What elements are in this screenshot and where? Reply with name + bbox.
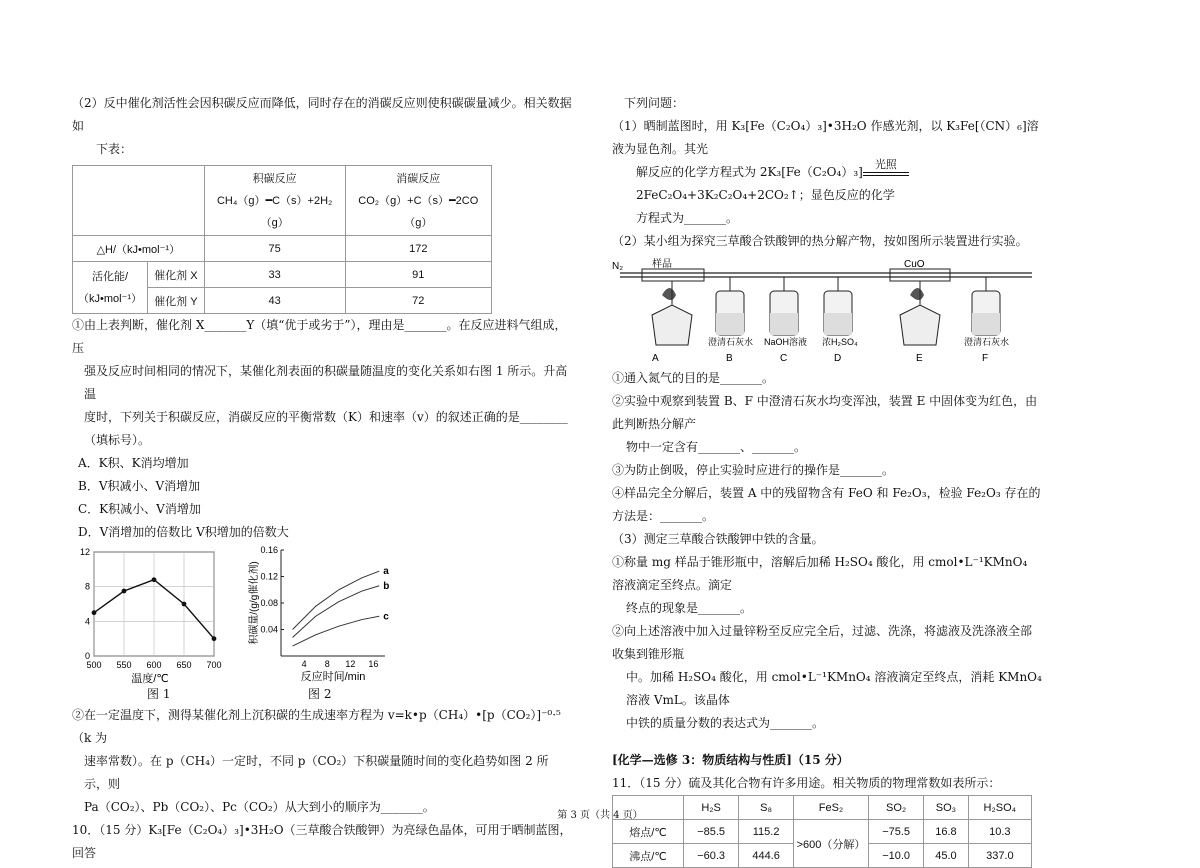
fig1-xtick: 600 — [146, 660, 162, 670]
option-b: B．V积减小、V消增加 — [78, 479, 201, 493]
dh-elimination: 172 — [345, 236, 491, 262]
intro-line: （2）反中催化剂活性会因积碳反应而降低，同时存在的消碳反应则使积碳碳量减少。相关数据如 — [72, 96, 572, 133]
cat-x-elimination: 91 — [345, 262, 491, 288]
fig1-xtick: 700 — [206, 660, 222, 670]
fig2-ytick: 0.16 — [260, 545, 278, 555]
s7-line-2: 中。加稀 H₂SO₄ 酸化，用 cmol•L⁻¹KMnO₄ 溶液滴定至终点，消耗 KMnO₄ 溶液 VmL。该晶体 — [626, 670, 1042, 707]
right-column — [612, 92, 1042, 868]
apparatus-diagram — [612, 255, 1042, 365]
cat-x-label: 催化剂 X — [148, 262, 205, 288]
fig1-point — [152, 577, 157, 582]
label-d-text: 浓H₂SO₄ — [822, 337, 858, 347]
fig2-xtick: 12 — [345, 659, 356, 669]
elimination-equation-2: （g） — [404, 216, 433, 229]
label-c-text: NaOH溶液 — [764, 337, 808, 347]
elimination-head: 消碳反应 — [396, 172, 441, 185]
dh-deposition: 75 — [204, 236, 345, 262]
ea-label — [73, 262, 148, 314]
s4-line: ④样品完全分解后，装置 A 中的残留物含有 FeO 和 Fe₂O₃，检验 Fe₂O₃ 存在的方法是：_______。 — [612, 486, 1041, 523]
tbl-fes2-value: >600（分解） — [793, 820, 868, 868]
cat-y-deposition: 43 — [204, 288, 345, 314]
r1-line-2a: 解反应的化学方程式为 2K₃[Fe（C₂O₄）₃] — [636, 165, 863, 179]
letter-e: E — [916, 353, 923, 364]
r1-line-2b: 2FeC₂O₄+3K₂C₂O₄+2CO₂↑；显色反应的化学 — [636, 188, 895, 202]
r1-line-3: 方程式为_______。 — [636, 211, 739, 225]
fig1-xtick: 650 — [176, 660, 192, 670]
fig1-ytick: 12 — [79, 547, 90, 557]
carbon-reaction-table — [72, 165, 492, 314]
tbl-melt-so2: −75.5 — [868, 820, 923, 844]
tbl-melt-h2s: −85.5 — [684, 820, 739, 844]
tbl-boil-s8: 444.6 — [739, 844, 794, 868]
r0-line: 下列问题： — [624, 96, 685, 110]
tbl-h-s8: S₈ — [739, 796, 794, 820]
s7-line-3: 中铁的质量分数的表达式为_______。 — [626, 716, 825, 730]
fig1-ytick: 8 — [84, 581, 90, 592]
s6-line-2: 终点的现象是_______。 — [626, 601, 753, 615]
s5-line: （3）测定三草酸合铁酸钾中铁的含量。 — [612, 532, 824, 546]
q1-line-2: 强及反应时间相同的情况下，某催化剂表面的积碳量随温度的变化关系如右图 1 所示。升高温 — [84, 364, 568, 401]
sample-tube — [642, 269, 704, 281]
tbl-boil-h2s: −60.3 — [684, 844, 739, 868]
fig2-ytick: 0.12 — [260, 571, 278, 582]
dh-label: △H/（kJ•mol⁻¹） — [73, 236, 205, 262]
letter-d: D — [834, 353, 842, 364]
s2-line-2: 物中一定含有_______、_______。 — [626, 440, 807, 454]
letter-b: B — [726, 353, 733, 364]
fig1-ytick: 0 — [84, 651, 90, 661]
tbl-melt-s8: 115.2 — [739, 820, 794, 844]
bottle-b — [716, 277, 744, 335]
option-a: A．K积、K消均增加 — [78, 456, 189, 470]
fig2-series-b — [293, 586, 380, 638]
fig1-xtick: 550 — [116, 660, 132, 670]
tbl-boil-so2: −10.0 — [868, 844, 923, 868]
label-b-text: 澄清石灰水 — [708, 337, 754, 347]
s7-line-1: ②向上述溶液中加入过量锌粉至反应完全后，过滤、洗涤，将滤液及洗涤液全部收集到锥形瓶 — [612, 624, 1033, 661]
s1-line: ①通入氮气的目的是_______。 — [612, 371, 775, 385]
figure-1-chart — [72, 544, 242, 694]
deposition-header — [204, 166, 345, 236]
fig2-ylabel: 积碳量/(g/g催化剂) — [249, 561, 260, 645]
fig2-xtick: 4 — [301, 659, 307, 669]
cat-x-deposition: 33 — [204, 262, 345, 288]
fig1-point — [182, 602, 187, 607]
ea-label-1: 活化能/ — [91, 270, 129, 283]
deposition-head: 积碳反应 — [252, 172, 297, 185]
figure-2-caption: 图 2 — [308, 687, 332, 701]
fig2-xlabel: 反应时间/min — [300, 671, 366, 683]
r2-line: （2）某小组为探究三草酸合铁酸钾的热分解产物，按如图所示装置进行实验。 — [612, 234, 1028, 248]
fig2-xtick: 8 — [324, 659, 330, 669]
cat-y-elimination: 72 — [345, 288, 491, 314]
option-c: C．K积减小、V消增加 — [78, 502, 201, 516]
letter-a: A — [652, 353, 659, 364]
fig1-point — [212, 636, 217, 641]
sample-label: 样品 — [652, 259, 672, 270]
fig2-series-label: a — [383, 566, 389, 578]
fig2-series-label: c — [383, 611, 389, 623]
tbl-h-so2: SO₂ — [868, 796, 923, 820]
r1-line-1: （1）晒制蓝图时，用 K₃[Fe（C₂O₄）₃]•3H₂O 作感光剂，以 K₃Fe[（CN）₆]溶液为显色剂。其光 — [612, 119, 1039, 156]
elimination-header — [345, 166, 491, 236]
figure-1-caption: 图 1 — [147, 687, 171, 701]
fig2-series-a — [293, 571, 380, 629]
light-label: 光照 — [874, 158, 897, 171]
deposition-equation: CH₄（g）━C（s）+2H₂ — [216, 194, 333, 207]
tbl-boil-label: 沸点/℃ — [613, 844, 684, 868]
tbl-melt-so3: 16.8 — [924, 820, 968, 844]
light-arrow — [863, 158, 909, 176]
label-f-text: 澄清石灰水 — [964, 337, 1010, 347]
fig2-series-label: b — [383, 580, 390, 592]
n2-label: N₂ — [612, 261, 624, 272]
tbl-boil-h2so4: 337.0 — [968, 844, 1031, 868]
tbl-melt-label: 熔点/℃ — [613, 820, 684, 844]
option-d: D．V消增加的倍数比 V积增加的倍数大 — [78, 525, 289, 539]
s6-line-1: ①称量 mg 样品于锥形瓶中，溶解后加稀 H₂SO₄ 酸化，用 cmol•L⁻¹KMnO₄ 溶液滴定至终点。滴定 — [612, 555, 1028, 592]
fig1-point — [122, 589, 127, 594]
intro-line-2: 下表： — [96, 142, 133, 156]
fig2-ytick: 0.08 — [260, 598, 278, 608]
fig2-ytick: 0.04 — [260, 624, 278, 635]
fig1-ytick: 4 — [84, 616, 90, 627]
burner-e — [900, 281, 940, 345]
cuo-tube — [890, 269, 950, 281]
q2-line-3: Pa（CO₂）、Pb（CO₂）、Pc（CO₂）从大到小的顺序为_______。 — [84, 800, 435, 814]
s3-line: ③为防止倒吸，停止实验时应进行的操作是_______。 — [612, 463, 895, 477]
section-heading: [化学—选修 3：物质结构与性质]（15 分） — [612, 753, 849, 767]
q1-line-1: ①由上表判断，催化剂 X_______Y（填“优于或劣于”），理由是_______。在反应进料气组成，压 — [72, 318, 567, 355]
fig2-xtick: 16 — [368, 659, 379, 669]
table-corner — [73, 166, 205, 236]
fig1-point — [92, 610, 97, 615]
cat-y-label: 催化剂 Y — [148, 288, 205, 314]
ea-label-2: （kJ•mol⁻¹） — [77, 292, 143, 305]
tbl-h-h2s: H₂S — [684, 796, 739, 820]
page-footer: 第 3 页（共 4 页） — [557, 810, 643, 821]
bottle-d — [824, 277, 852, 335]
left-column — [72, 92, 572, 865]
tbl-melt-h2so4: 10.3 — [968, 820, 1031, 844]
deposition-equation-2: （g） — [260, 216, 289, 229]
figure-2-chart — [247, 544, 397, 694]
q10-line: 10．（15 分）K₃[Fe（C₂O₄）₃]•3H₂O（三草酸合铁酸钾）为亮绿色晶体，可用于晒制蓝图，回答 — [72, 823, 572, 860]
tbl-boil-so3: 45.0 — [924, 844, 968, 868]
fig2-series-c — [293, 616, 380, 646]
q1-line-3: 度时，下列关于积碳反应，消碳反应的平衡常数（K）和速率（v）的叙述正确的是________ — [84, 410, 568, 424]
bottle-f — [972, 277, 1000, 335]
bottle-c — [770, 277, 798, 335]
letter-f: F — [982, 353, 989, 364]
tbl-h-fes2: FeS₂ — [793, 796, 868, 820]
fig1-xtick: 500 — [86, 660, 102, 670]
tbl-h-so3: SO₃ — [924, 796, 968, 820]
fig1-xlabel: 温度/℃ — [131, 673, 169, 685]
elimination-equation: CO₂（g）+C（s）━2CO — [358, 194, 479, 207]
s2-line-1: ②实验中观察到装置 B、F 中澄清石灰水均变浑浊，装置 E 中固体变为红色，由此判断热分解产 — [612, 394, 1038, 431]
r1-line-2 — [612, 158, 1042, 207]
figures-row — [72, 544, 572, 704]
q2-line-1: ②在一定温度下，测得某催化剂上沉积碳的生成速率方程为 v=k•p（CH₄）•[p（CO₂）]⁻⁰·⁵（k 为 — [72, 708, 561, 745]
q2-line-2: 速率常数）。在 p（CH₄）一定时，不同 p（CO₂）下积碳量随时间的变化趋势如图 2 所示，则 — [84, 754, 549, 791]
q1-line-4: （填标号）。 — [84, 433, 151, 447]
letter-c: C — [780, 353, 788, 364]
burner-a — [652, 281, 692, 345]
tbl-h-h2so4: H₂SO₄ — [968, 796, 1031, 820]
q11-line: 11．（15 分）硫及其化合物有许多用途。相关物质的物理常数如表所示： — [612, 776, 1001, 790]
cuo-label: CuO — [904, 259, 925, 270]
